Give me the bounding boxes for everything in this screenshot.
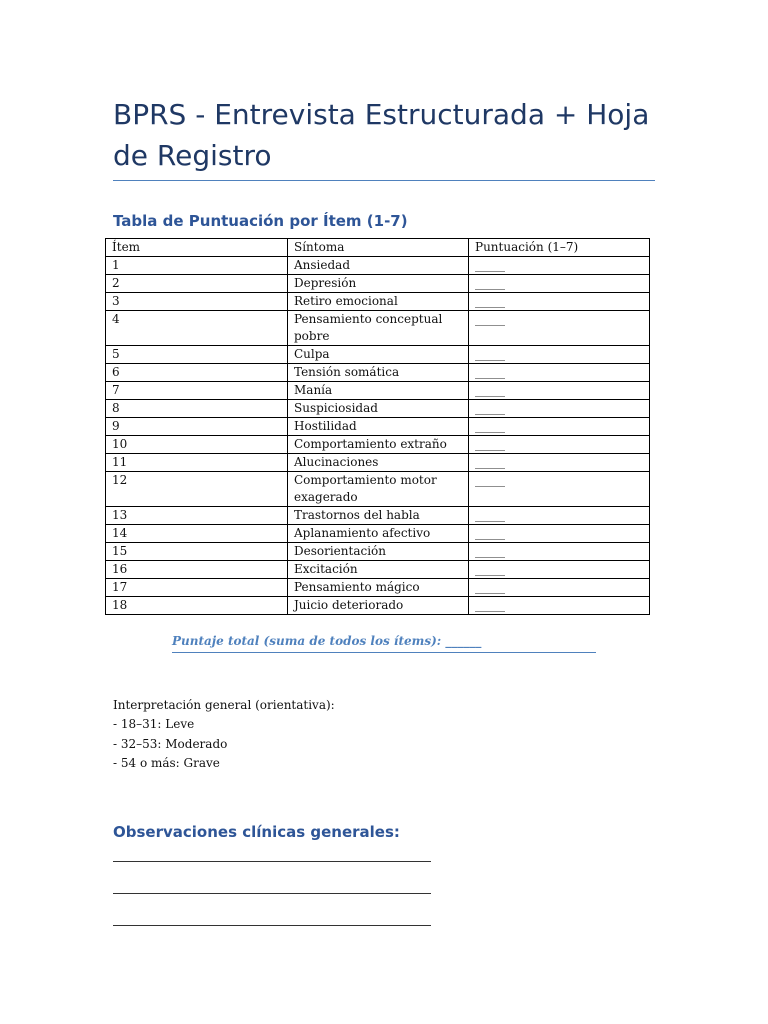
score-blank-cell[interactable]: _____ <box>469 364 650 382</box>
item-number-cell: 14 <box>106 525 288 543</box>
score-blank-cell[interactable]: _____ <box>469 293 650 311</box>
item-number-cell: 13 <box>106 507 288 525</box>
observations-heading: Observaciones clínicas generales: <box>113 823 400 841</box>
interpretation-level-severe: - 54 o más: Grave <box>113 755 220 770</box>
symptom-cell: Comportamiento motor exagerado <box>288 472 469 507</box>
interpretation-level-moderate: - 32–53: Moderado <box>113 736 228 751</box>
symptom-cell: Aplanamiento afectivo <box>288 525 469 543</box>
symptom-cell: Hostilidad <box>288 418 469 436</box>
item-number-cell: 4 <box>106 311 288 346</box>
item-number-cell: 16 <box>106 561 288 579</box>
item-number-cell: 1 <box>106 257 288 275</box>
item-number-cell: 3 <box>106 293 288 311</box>
item-number-cell: 18 <box>106 597 288 615</box>
symptom-cell: Desorientación <box>288 543 469 561</box>
observations-line-1[interactable] <box>113 861 431 862</box>
score-blank-cell[interactable]: _____ <box>469 418 650 436</box>
symptom-cell: Excitación <box>288 561 469 579</box>
table-row <box>106 364 650 382</box>
table-row <box>106 436 650 454</box>
score-blank-cell[interactable]: _____ <box>469 472 650 507</box>
score-blank-cell[interactable]: _____ <box>469 346 650 364</box>
symptom-cell: Retiro emocional <box>288 293 469 311</box>
score-blank-cell[interactable]: _____ <box>469 597 650 615</box>
symptom-cell: Alucinaciones <box>288 454 469 472</box>
scores-table-body <box>106 257 650 615</box>
scores-table <box>105 238 650 615</box>
score-blank-cell[interactable]: _____ <box>469 311 650 346</box>
item-number-cell: 15 <box>106 543 288 561</box>
interpretation-heading: Interpretación general (orientativa): <box>113 698 335 712</box>
item-number-cell: 6 <box>106 364 288 382</box>
score-blank-cell[interactable]: _____ <box>469 400 650 418</box>
column-header-item: Ítem <box>106 239 288 257</box>
symptom-cell: Depresión <box>288 275 469 293</box>
title-underline <box>113 180 655 181</box>
interpretation-level-mild: - 18–31: Leve <box>113 717 195 732</box>
score-blank-cell[interactable]: _____ <box>469 454 650 472</box>
score-blank-cell[interactable]: _____ <box>469 257 650 275</box>
symptom-cell: Tensión somática <box>288 364 469 382</box>
table-row <box>106 543 650 561</box>
table-row <box>106 275 650 293</box>
score-blank-cell[interactable]: _____ <box>469 507 650 525</box>
symptom-cell: Manía <box>288 382 469 400</box>
symptom-cell: Comportamiento extraño <box>288 436 469 454</box>
table-row <box>106 257 650 275</box>
item-number-cell: 17 <box>106 579 288 597</box>
table-row <box>106 311 650 346</box>
column-header-symptom: Síntoma <box>288 239 469 257</box>
score-blank-cell[interactable]: _____ <box>469 579 650 597</box>
column-header-score: Puntuación (1–7) <box>469 239 650 257</box>
score-blank-cell[interactable]: _____ <box>469 543 650 561</box>
symptom-cell: Pensamiento mágico <box>288 579 469 597</box>
table-row <box>106 561 650 579</box>
table-row <box>106 597 650 615</box>
score-blank-cell[interactable]: _____ <box>469 561 650 579</box>
score-blank-cell[interactable]: _____ <box>469 525 650 543</box>
item-number-cell: 5 <box>106 346 288 364</box>
table-row <box>106 382 650 400</box>
table-row <box>106 293 650 311</box>
score-blank-cell[interactable]: _____ <box>469 436 650 454</box>
table-header-row <box>106 239 650 257</box>
table-row <box>106 418 650 436</box>
symptom-cell: Juicio deteriorado <box>288 597 469 615</box>
score-blank-cell[interactable]: _____ <box>469 382 650 400</box>
scores-table-heading: Tabla de Puntuación por Ítem (1-7) <box>113 212 408 230</box>
item-number-cell: 9 <box>106 418 288 436</box>
table-row <box>106 400 650 418</box>
item-number-cell: 2 <box>106 275 288 293</box>
item-number-cell: 8 <box>106 400 288 418</box>
item-number-cell: 10 <box>106 436 288 454</box>
item-number-cell: 12 <box>106 472 288 507</box>
symptom-cell: Culpa <box>288 346 469 364</box>
document-title: BPRS - Entrevista Estructurada + Hoja de Registro <box>113 98 650 172</box>
interpretation-block <box>113 696 335 773</box>
symptom-cell: Ansiedad <box>288 257 469 275</box>
table-row <box>106 579 650 597</box>
item-number-cell: 7 <box>106 382 288 400</box>
symptom-cell: Suspiciosidad <box>288 400 469 418</box>
item-number-cell: 11 <box>106 454 288 472</box>
symptom-cell: Pensamiento conceptual pobre <box>288 311 469 346</box>
score-blank-cell[interactable]: _____ <box>469 275 650 293</box>
observations-line-2[interactable] <box>113 893 431 894</box>
table-row <box>106 472 650 507</box>
symptom-cell: Trastornos del habla <box>288 507 469 525</box>
table-row <box>106 507 650 525</box>
table-row <box>106 525 650 543</box>
total-score-line: Puntaje total (suma de todos los ítems): ______ <box>172 634 596 653</box>
table-row <box>106 454 650 472</box>
observations-line-3[interactable] <box>113 925 431 926</box>
table-row <box>106 346 650 364</box>
